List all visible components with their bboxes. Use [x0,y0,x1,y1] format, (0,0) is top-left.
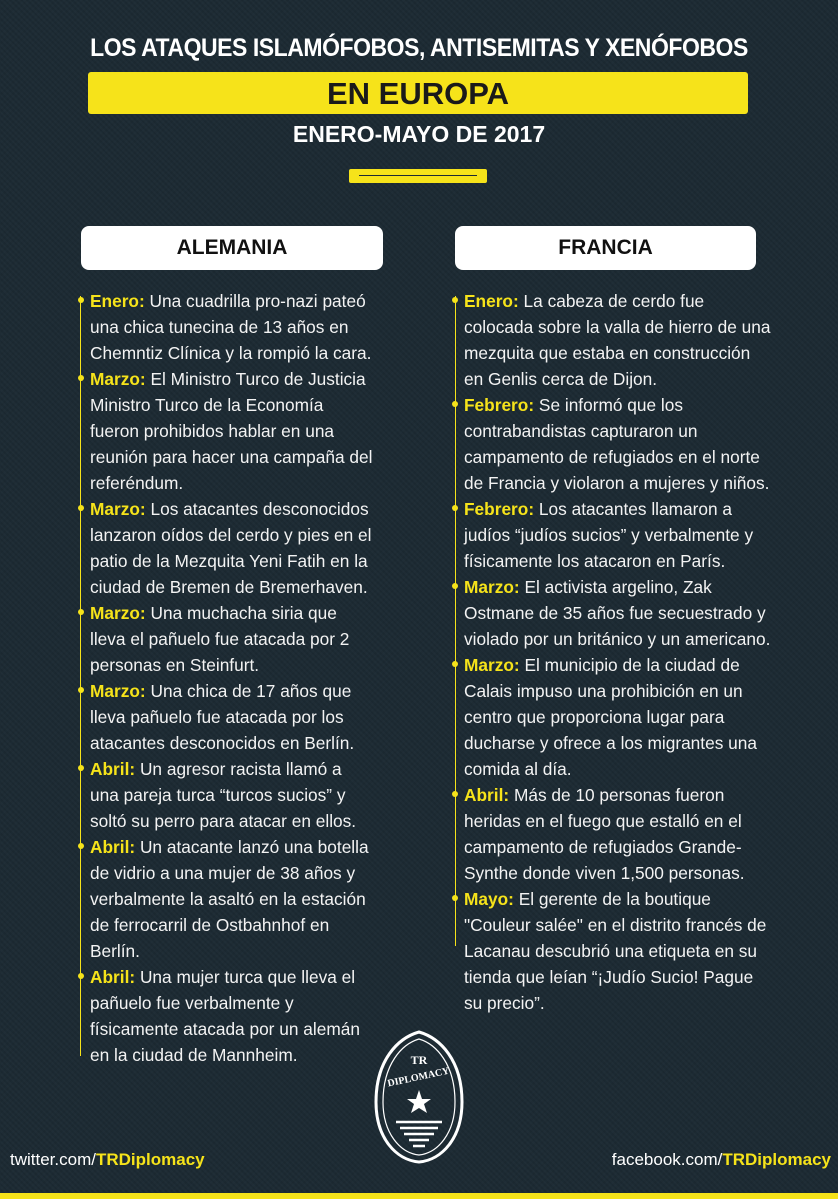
title-main: EN EUROPA [88,72,748,114]
column-header-germany: ALEMANIA [81,226,383,270]
list-item: Marzo: El activista argelino, Zak Ostmane de 35 años fue secuestrado y violado por un británico y un americano. [464,574,772,652]
footer-twitter[interactable]: twitter.com/TRDiplomacy [10,1150,205,1169]
subtitle: ENERO-MAYO DE 2017 [292,121,546,147]
list-item: Marzo: Una chica de 17 años que lleva pañuelo fue atacada por los atacantes desconocidos en Berlín. [90,678,375,756]
bottom-stripe [0,1193,838,1199]
list-item: Marzo: Los atacantes desconocidos lanzaron oídos del cerdo y pies en el patio de la Mezquita Yeni Fatih en la ciudad de Bremen de Bremerhaven. [90,496,375,600]
list-item: Abril: Una mujer turca que lleva el pañuelo fue verbalmente y físicamente atacada por un alemán en la ciudad de Mannheim. [90,964,375,1068]
bullet-dot-icon [78,765,84,771]
list-item: Enero: Una cuadrilla pro-nazi pateó una chica tunecina de 13 años en Chemntiz Clínica y la rompió la cara. [90,288,375,366]
logo-text-tr: TR [410,1053,428,1067]
france-column [464,288,772,1016]
bullet-dot-icon [452,791,458,797]
bullet-dot-icon [78,609,84,615]
bullet-dot-icon [78,297,84,303]
list-item: Abril: Un atacante lanzó una botella de vidrio a una mujer de 38 años y verbalmente la asaltó en la estación de ferrocarril de Ostbahnhof en Berlín. [90,834,375,964]
logo-text-diplomacy: DIPLOMACY [386,1065,451,1090]
title-top: LOS ATAQUES ISLAMÓFOBOS, ANTISEMITAS Y XENÓFOBOS [90,34,748,62]
list-item: Febrero: Se informó que los contrabandistas capturaron un campamento de refugiados en el norte de Francia y violaron a mujeres y niños. [464,392,772,496]
bullet-dot-icon [452,505,458,511]
list-item: Marzo: Una muchacha siria que lleva el pañuelo fue atacada por 2 personas en Steinfurt. [90,600,375,678]
germany-column [90,288,375,1068]
bullet-dot-icon [452,583,458,589]
list-item: Enero: La cabeza de cerdo fue colocada sobre la valla de hierro de una mezquita que estaba en construcción en Genlis cerca de Dijon. [464,288,772,392]
bullet-dot-icon [78,973,84,979]
bullet-dot-icon [452,895,458,901]
bullet-dot-icon [452,297,458,303]
column-header-france: FRANCIA [455,226,756,270]
tr-diplomacy-logo-icon [372,1030,466,1164]
timeline-line-germany [80,296,81,1056]
bullet-dot-icon [78,687,84,693]
bullet-dot-icon [452,401,458,407]
list-item: Febrero: Los atacantes llamaron a judíos “judíos sucios” y verbalmente y físicamente los atacaron en París. [464,496,772,574]
bullet-dot-icon [452,661,458,667]
title-divider [349,169,487,183]
list-item: Abril: Más de 10 personas fueron heridas en el fuego que estalló en el campamento de refugiados Grande-Synthe donde viven 1,500 personas. [464,782,772,886]
list-item: Mayo: El gerente de la boutique "Couleur salée" en el distrito francés de Lacanau descubrió una etiqueta en su tienda que leían “¡Judío Sucio! Pague su precio”. [464,886,772,1016]
timeline-line-france [455,296,456,946]
bullet-dot-icon [78,843,84,849]
bullet-dot-icon [78,375,84,381]
bullet-dot-icon [78,505,84,511]
list-item: Marzo: El municipio de la ciudad de Calais impuso una prohibición en un centro que proporciona lugar para ducharse y ofrece a los migrantes una comida al día. [464,652,772,782]
footer-facebook[interactable]: facebook.com/TRDiplomacy [611,1150,831,1169]
list-item: Abril: Un agresor racista llamó a una pareja turca “turcos sucios” y soltó su perro para atacar en ellos. [90,756,375,834]
list-item: Marzo: El Ministro Turco de Justicia Ministro Turco de la Economía fueron prohibidos hablar en una reunión para hacer una campaña del referéndum. [90,366,375,496]
